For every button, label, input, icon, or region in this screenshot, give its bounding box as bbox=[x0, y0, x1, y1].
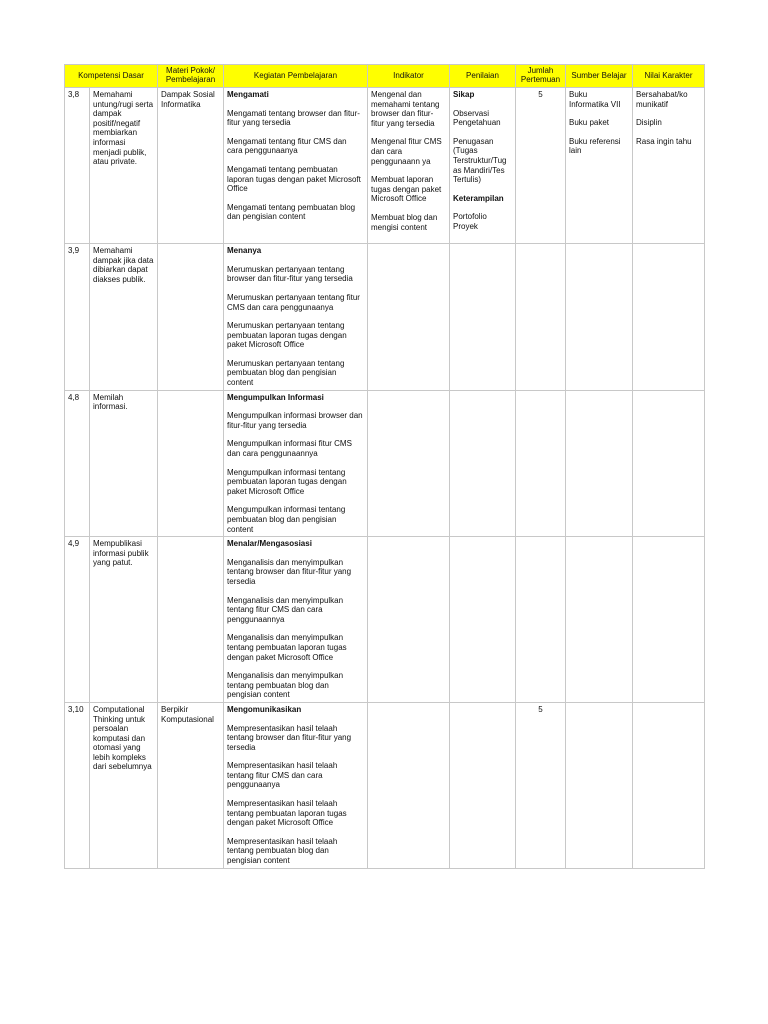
sumber-cell bbox=[566, 244, 633, 391]
kd-text: Memahami dampak jika data dibiarkan dapat diakses publik. bbox=[90, 244, 158, 391]
syllabus-table bbox=[64, 64, 705, 869]
activity-item: Mempresentasikan hasil telaah tentang browser dan fitur-fitur yang tersedia bbox=[227, 723, 352, 752]
activity-item: Mengamati tentang pembuatan laporan tugas dengan paket Microsoft Office bbox=[227, 164, 361, 194]
materi-cell: Dampak Sosial Informatika bbox=[158, 88, 224, 244]
penilaian-portofolio: Portofolio Proyek bbox=[453, 212, 487, 231]
header-nilai-karakter: Nilai Karakter bbox=[633, 65, 705, 88]
kd-text: Memahami untung/rugi serta dampak positif/negatif membiarkan informasi menjadi publik, atau private. bbox=[90, 88, 158, 244]
activity-item: Mengamati tentang browser dan fitur-fitur yang tersedia bbox=[227, 108, 360, 128]
table-row bbox=[65, 702, 705, 868]
activity-item: Menganalisis dan menyimpulkan tentang pembuatan blog dan pengisian content bbox=[227, 671, 344, 700]
penilaian-sikap: Sikap bbox=[453, 90, 475, 99]
kd-number: 4,8 bbox=[65, 390, 90, 537]
penilaian-cell bbox=[450, 244, 516, 391]
sumber-cell bbox=[566, 88, 633, 244]
nilai-item: Rasa ingin tahu bbox=[636, 136, 692, 146]
activity-item: Mempresentasikan hasil telaah tentang pembuatan blog dan pengisian content bbox=[227, 836, 338, 866]
penilaian-cell bbox=[450, 88, 516, 244]
sumber-cell bbox=[566, 390, 633, 537]
materi-cell bbox=[158, 390, 224, 537]
indikator-item: Mengenal fitur CMS dan cara penggunaann ya bbox=[371, 137, 442, 166]
activity-item: Mengamati tentang fitur CMS dan cara penggunaanya bbox=[227, 136, 347, 156]
activity-item: Menganalisis dan menyimpulkan tentang fitur CMS dan cara penggunaannya bbox=[227, 595, 344, 624]
header-row bbox=[65, 65, 705, 88]
table-row bbox=[65, 88, 705, 244]
penilaian-penugasan: Penugasan (Tugas Terstruktur/Tug as Mandiri/Tes Tertulis) bbox=[453, 136, 507, 185]
activity-item: Mengamati tentang pembuatan blog dan pengisian content bbox=[227, 202, 356, 222]
kegiatan-cell bbox=[224, 390, 368, 537]
materi-cell: Berpikir Komputasional bbox=[158, 702, 224, 868]
stage-title: Mengumpulkan Informasi bbox=[227, 392, 324, 402]
header-indikator: Indikator bbox=[368, 65, 450, 88]
nilai-cell bbox=[633, 702, 705, 868]
kd-number: 4,9 bbox=[65, 537, 90, 703]
activity-item: Merumuskan pertanyaan tentang fitur CMS dan cara penggunaanya bbox=[227, 292, 360, 312]
kd-text: Memilah informasi. bbox=[90, 390, 158, 537]
header-jumlah-pertemuan: Jumlah Pertemuan bbox=[516, 65, 566, 88]
sumber-item: Buku paket bbox=[569, 118, 610, 128]
table-row bbox=[65, 537, 705, 703]
penilaian-cell bbox=[450, 390, 516, 537]
header-materi: Materi Pokok/ Pembelajaran bbox=[158, 65, 224, 88]
indikator-item: Membuat blog dan mengisi content bbox=[371, 212, 438, 232]
kd-number: 3,9 bbox=[65, 244, 90, 391]
indikator-cell bbox=[368, 390, 450, 537]
jumlah-cell bbox=[516, 244, 566, 391]
stage-title: Menalar/Mengasosiasi bbox=[227, 539, 312, 549]
kd-text: Mempublikasi informasi publik yang patut. bbox=[90, 537, 158, 703]
sumber-item: Buku Informatika VII bbox=[569, 90, 621, 109]
penilaian-cell bbox=[450, 702, 516, 868]
activity-item: Mengumpulkan informasi tentang pembuatan laporan tugas dengan paket Microsoft Office bbox=[227, 467, 347, 496]
indikator-cell bbox=[368, 244, 450, 391]
stage-title: Menanya bbox=[227, 246, 262, 256]
materi-cell bbox=[158, 537, 224, 703]
header-penilaian: Penilaian bbox=[450, 65, 516, 88]
table-row bbox=[65, 390, 705, 537]
activity-item: Merumuskan pertanyaan tentang pembuatan blog dan pengisian content bbox=[227, 358, 345, 388]
penilaian-keterampilan: Keterampilan bbox=[453, 193, 504, 203]
activity-item: Mengumpulkan informasi browser dan fitur-fitur yang tersedia bbox=[227, 411, 363, 430]
kegiatan-cell bbox=[224, 88, 368, 244]
jumlah-cell: 5 bbox=[516, 702, 566, 868]
indikator-cell bbox=[368, 702, 450, 868]
nilai-cell bbox=[633, 537, 705, 703]
kd-number: 3,8 bbox=[65, 88, 90, 244]
stage-title: Mengamati bbox=[227, 90, 269, 99]
activity-item: Merumuskan pertanyaan tentang pembuatan laporan tugas dengan paket Microsoft Office bbox=[227, 321, 347, 350]
indikator-item: Mengenal dan memahami tentang browser dan fitur-fitur yang tersedia bbox=[371, 90, 440, 128]
materi-cell bbox=[158, 244, 224, 391]
activity-item: Merumuskan pertanyaan tentang browser dan fitur-fitur yang tersedia bbox=[227, 264, 353, 284]
kd-text: Computational Thinking untuk persoalan komputasi dan otomasi yang lebih kompleks dari sebelumnya bbox=[90, 702, 158, 868]
nilai-item: Bersahabat/ko munikatif bbox=[636, 90, 688, 109]
jumlah-cell bbox=[516, 390, 566, 537]
header-kompetensi-dasar: Kompetensi Dasar bbox=[65, 65, 158, 88]
indikator-cell bbox=[368, 537, 450, 703]
penilaian-pengetahuan: Observasi Pengetahuan bbox=[453, 108, 501, 128]
kegiatan-cell bbox=[224, 244, 368, 391]
sumber-cell bbox=[566, 702, 633, 868]
activity-item: Mempresentasikan hasil telaah tentang fitur CMS dan cara penggunaanya bbox=[227, 761, 338, 790]
sumber-item: Buku referensi lain bbox=[569, 136, 621, 156]
kegiatan-cell bbox=[224, 702, 368, 868]
penilaian-cell bbox=[450, 537, 516, 703]
table-row bbox=[65, 244, 705, 391]
stage-title: Mengomunikasikan bbox=[227, 704, 302, 714]
nilai-cell bbox=[633, 390, 705, 537]
header-kegiatan: Kegiatan Pembelajaran bbox=[224, 65, 368, 88]
activity-item: Menganalisis dan menyimpulkan tentang pembuatan laporan tugas dengan paket Microsoft Office bbox=[227, 633, 347, 662]
jumlah-cell: 5 bbox=[516, 88, 566, 244]
activity-item: Menganalisis dan menyimpulkan tentang browser dan fitur-fitur yang tersedia bbox=[227, 557, 352, 586]
jumlah-cell bbox=[516, 537, 566, 703]
sumber-cell bbox=[566, 537, 633, 703]
activity-item: Mempresentasikan hasil telaah tentang pembuatan laporan tugas dengan paket Microsoft Office bbox=[227, 799, 347, 828]
nilai-cell bbox=[633, 88, 705, 244]
nilai-item: Disiplin bbox=[636, 118, 662, 128]
indikator-cell bbox=[368, 88, 450, 244]
activity-item: Mengumpulkan informasi fitur CMS dan cara penggunaannya bbox=[227, 439, 352, 459]
activity-item: Mengumpulkan informasi tentang pembuatan blog dan pengisian content bbox=[227, 505, 346, 534]
indikator-item: Membuat laporan tugas dengan paket Microsoft Office bbox=[371, 175, 442, 204]
kegiatan-cell bbox=[224, 537, 368, 703]
header-sumber-belajar: Sumber Belajar bbox=[566, 65, 633, 88]
kd-number: 3,10 bbox=[65, 702, 90, 868]
nilai-cell bbox=[633, 244, 705, 391]
